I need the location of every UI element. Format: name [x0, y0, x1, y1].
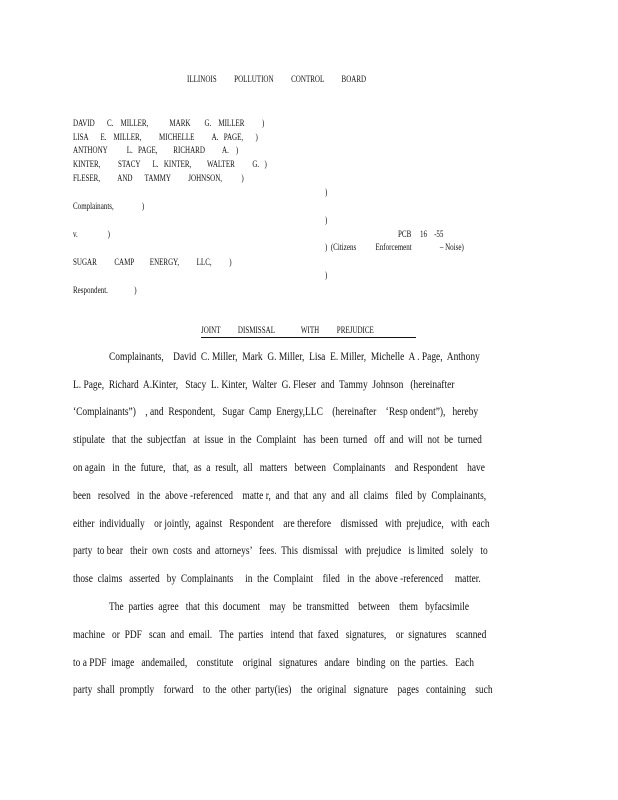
caption-paren: )	[325, 215, 328, 225]
complainants-label: Complainants, )	[73, 201, 145, 211]
document-title: JOINT DISMISSAL WITH PREJUDICE	[201, 325, 374, 335]
caption-party-line: FLESER, AND TAMMY JOHNSON, )	[73, 173, 244, 183]
body-line: those claims asserted by Complainants in the Complaint filed in the above -referenced matter.	[73, 573, 481, 585]
board-title: ILLINOIS POLLUTION CONTROL BOARD	[187, 74, 367, 84]
body-line: either individually or jointly, against Respondent are therefore dismissed with prejudice, with each	[73, 518, 490, 530]
body-line: party shall promptly forward to the other party(ies) the original signature pages containing such	[73, 684, 493, 696]
body-line: ‘Complainants”) , and Respondent, Sugar Camp Energy,LLC (hereinafter ‘Resp ondent”), hereby	[73, 406, 479, 418]
body-line: on again in the future, that, as a result, all matters between Complainants and Respondent have	[73, 462, 485, 474]
title-underline	[201, 337, 416, 338]
caption-paren: )	[325, 270, 328, 280]
body-line: machine or PDF scan and email. The parties intend that faxed signatures, or signatures scanned	[73, 629, 487, 641]
caption-paren: )	[325, 187, 328, 197]
body-line: The parties agree that this document may be transmitted between them byfacsimile	[109, 601, 470, 613]
body-line: been resolved in the above -referenced matte r, and that any and all claims filed by Complainants,	[73, 490, 487, 502]
body-line: L. Page, Richard A.Kinter, Stacy L. Kinter, Walter G. Fleser and Tammy Johnson (hereinafter	[73, 379, 455, 391]
case-number: PCB 16 -55	[398, 229, 444, 239]
case-type: ) (Citizens Enforcement – Noise)	[325, 242, 464, 252]
caption-party-line: LISA E. MILLER, MICHELLE A. PAGE, )	[73, 132, 258, 142]
versus-label: v. )	[73, 229, 110, 239]
respondent-name: SUGAR CAMP ENERGY, LLC, )	[73, 257, 232, 267]
caption-party-line: DAVID C. MILLER, MARK G. MILLER )	[73, 118, 265, 128]
body-line: to a PDF image andemailed, constitute original signatures andare binding on the parties. Each	[73, 657, 474, 669]
body-line: Complainants, David C. Miller, Mark G. Miller, Lisa E. Miller, Michelle A . Page, Anthony	[109, 351, 480, 363]
respondent-label: Respondent. )	[73, 285, 137, 295]
caption-party-line: KINTER, STACY L. KINTER, WALTER G. )	[73, 159, 267, 169]
body-line: stipulate that the subjectfan at issue in the Complaint has been turned off and will not be turned	[73, 434, 482, 446]
body-line: party to bear their own costs and attorneys’ fees. This dismissal with prejudice is limited solely to	[73, 545, 488, 557]
caption-party-line: ANTHONY L. PAGE, RICHARD A. )	[73, 145, 239, 155]
